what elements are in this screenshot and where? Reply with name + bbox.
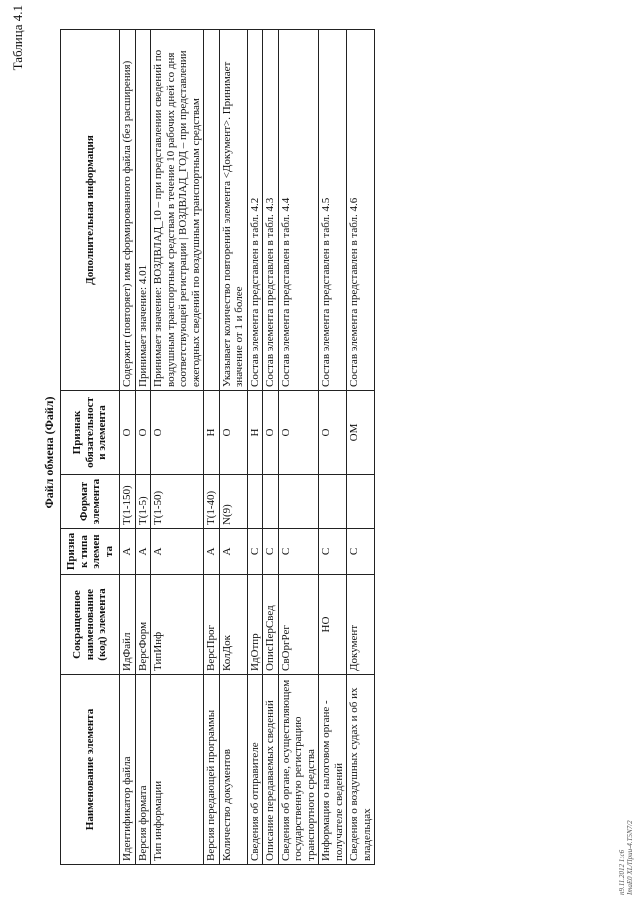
cell-format [263, 475, 279, 529]
cell-info: Указывает количество повторений элемента <Документ>. Принимает значение от 1 и более [219, 30, 247, 391]
column-header-required: Признак обязательности элемента [61, 391, 120, 475]
table-title: Файл обмена (Файл) [42, 396, 56, 509]
cell-name: Тип информации [151, 675, 204, 865]
cell-required: Н [204, 391, 220, 475]
elements-table [60, 29, 375, 865]
cell-format [319, 475, 347, 529]
footer-note [618, 820, 634, 895]
column-header-format: Формат элемента [61, 475, 120, 529]
cell-name: Количество документов [219, 675, 247, 865]
cell-name: Идентификатор файла [120, 675, 136, 865]
cell-format: N(9) [219, 475, 247, 529]
cell-name: Сведения о воздушных судах и об их владельцах [347, 675, 375, 865]
cell-required: О [219, 391, 247, 475]
column-header-code: Сокращенное наименование (код) элемента [61, 575, 120, 675]
table-row [319, 30, 347, 865]
cell-code: ВерсПрог [204, 575, 220, 675]
table-row [347, 30, 375, 865]
table-row [120, 30, 136, 865]
cell-info [204, 30, 220, 391]
column-header-name: Наименование элемента [61, 675, 120, 865]
cell-type: С [247, 529, 263, 575]
cell-required: О [135, 391, 151, 475]
column-header-type: Признак типа элемента [61, 529, 120, 575]
cell-type: С [263, 529, 279, 575]
cell-type: С [319, 529, 347, 575]
cell-type: С [278, 529, 319, 575]
cell-code: КолДок [219, 575, 247, 675]
cell-required: О [278, 391, 319, 475]
cell-format: T(1-50) [151, 475, 204, 529]
cell-name: Информация о налоговом органе - получателе сведений [319, 675, 347, 865]
cell-type: А [135, 529, 151, 575]
cell-type: А [120, 529, 136, 575]
table-row [263, 30, 279, 865]
table-row [278, 30, 319, 865]
cell-required: Н [247, 391, 263, 475]
cell-format [278, 475, 319, 529]
cell-code: ИдОтпр [247, 575, 263, 675]
cell-format: T(1-40) [204, 475, 220, 529]
cell-required: О [263, 391, 279, 475]
cell-info: Состав элемента представлен в табл. 4.3 [263, 30, 279, 391]
cell-required: ОМ [347, 391, 375, 475]
table-caption: Таблица 4.1 [10, 5, 25, 71]
cell-required: О [120, 391, 136, 475]
table-row [151, 30, 204, 865]
cell-type: А [151, 529, 204, 575]
cell-format [247, 475, 263, 529]
cell-name: Описание передаваемых сведений [263, 675, 279, 865]
cell-format [347, 475, 375, 529]
cell-name: Версия передающей программы [204, 675, 220, 865]
cell-code: ОписПерСвед [263, 575, 279, 675]
cell-required: О [151, 391, 204, 475]
footer-note-line: п9.11.2012 1:с6 [618, 849, 626, 895]
cell-type: А [219, 529, 247, 575]
table-row [219, 30, 247, 865]
cell-name: Версия формата [135, 675, 151, 865]
cell-type: А [204, 529, 220, 575]
cell-name: Сведения об органе, осуществляющем государственную регистрацию транспортного средства [278, 675, 319, 865]
cell-info: Принимает значение: ВОЗДВЛАД_10 – при представлении сведений по воздушным транспортным средствам в течение 10 рабочих дней со дня соответствующей регистрации | ВОЗДВЛАД_ГОД – при представлении ежегодных сведений по воздушным транспортным средствам [151, 30, 204, 391]
cell-info: Состав элемента представлен в табл. 4.2 [247, 30, 263, 391]
table-row [247, 30, 263, 865]
cell-info: Состав элемента представлен в табл. 4.4 [278, 30, 319, 391]
cell-code: ИдФайл [120, 575, 136, 675]
cell-code: НО [319, 575, 347, 675]
cell-info: Состав элемента представлен в табл. 4.6 [347, 30, 375, 391]
cell-info: Состав элемента представлен в табл. 4.5 [319, 30, 347, 391]
cell-code: СвОргРег [278, 575, 319, 675]
table-row [135, 30, 151, 865]
cell-required: О [319, 391, 347, 475]
cell-format: T(1-5) [135, 475, 151, 529]
cell-code: ВерсФорм [135, 575, 151, 675]
cell-code: Документ [347, 575, 375, 675]
column-header-info: Дополнительная информация [61, 30, 120, 391]
cell-name: Сведения об отправителе [247, 675, 263, 865]
cell-format: T(1-150) [120, 475, 136, 529]
cell-info: Содержит (повторяет) имя сформированного файла (без расширения) [120, 30, 136, 391]
cell-info: Принимает значение: 4.01 [135, 30, 151, 391]
table-row [204, 30, 220, 865]
cell-code: ТипИнф [151, 575, 204, 675]
cell-type: С [347, 529, 375, 575]
footer-note-line: ImaE0 XL/Пpии-4.T5N7/2 [626, 820, 634, 895]
table-header-row [61, 30, 120, 865]
